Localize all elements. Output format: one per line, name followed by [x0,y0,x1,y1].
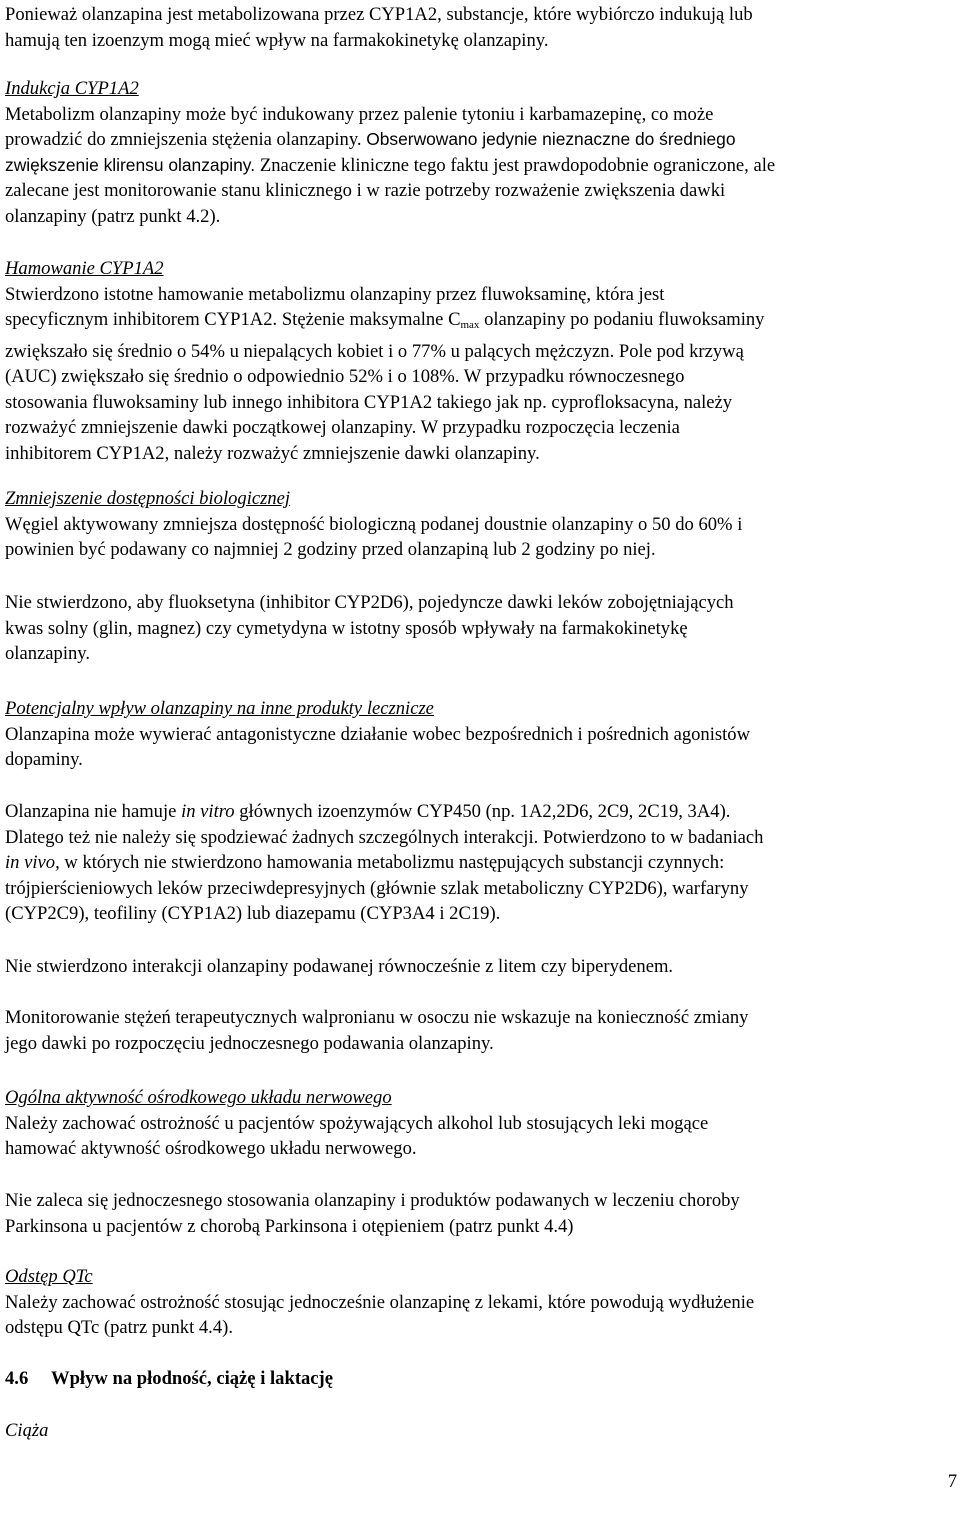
text-line: Nie zaleca się jednoczesnego stosowania olanzapiny i produktów podawanych w leczeniu choroby [5,1190,740,1211]
text-run: olanzapiny po podaniu fluwoksaminy [479,309,765,330]
text-line: olanzapiny. [5,643,91,664]
qtc-heading: Odstęp QTc [5,1266,93,1287]
lithium-paragraph [5,954,953,980]
cns-heading: Ogólna aktywność ośrodkowego układu nerwowego [5,1087,392,1108]
text-line: Należy zachować ostrożność stosując jednocześnie olanzapinę z lekami, które powodują wydłużenie [5,1291,755,1313]
italic-run: in vitro [181,801,235,822]
text-line: Olanzapina może wywierać antagonistyczne działanie wobec bezpośrednich i pośrednich agonistów [5,723,751,745]
bioavailability-heading: Zmniejszenie dostępności biologicznej [5,488,291,509]
inhibition-section [5,256,953,466]
text-line: Ponieważ olanzapina jest metabolizowana przez CYP1A2, substancje, które wybiórczo indukują lub [5,4,753,25]
pregnancy-subsection [5,1418,953,1444]
text-line: Węgiel aktywowany zmniejsza dostępność biologiczną podanej doustnie olanzapiny o 50 do 60% i [5,513,743,535]
text-line: Monitorowanie stężeń terapeutycznych walpronianu w osoczu nie wskazuje na konieczność zmiany [5,1007,749,1028]
text-run: Znaczenie kliniczne tego faktu jest prawdopodobnie ograniczone, ale [259,154,776,176]
text-line: odstępu QTc (patrz punkt 4.4). [5,1317,233,1338]
text-run: zwiększenie klirensu olanzapiny. [5,154,260,175]
text-line: zalecane jest monitorowanie stanu klinicznego i w razie potrzeby rozważenie zwiększenia dawki [5,180,726,201]
text-line: stosowania fluwoksaminy lub innego inhibitora CYP1A2 takiego jak np. cyprofloksacyna, należy [5,391,733,413]
text-line: dopaminy. [5,749,83,770]
text-line: jego dawki po rozpoczęciu jednoczesnego podawania olanzapiny. [5,1032,494,1054]
valproate-paragraph [5,1005,953,1056]
section-number: 4.6 [5,1368,29,1389]
text-line [5,799,953,825]
parkinson-paragraph [5,1188,953,1239]
text-run: Olanzapina nie hamuje [5,801,182,822]
text-line: kwas solny (glin, magnez) czy cymetydyna w istotny sposób wpływały na farmakokinetykę [5,617,688,639]
intro-paragraph [5,2,953,53]
induction-section [5,76,953,229]
subsection-title: Ciąża [5,1420,49,1441]
text-line: Nie stwierdzono, aby fluoksetyna (inhibitor CYP2D6), pojedyncze dawki leków zobojętniających [5,592,734,613]
induction-heading: Indukcja CYP1A2 [5,78,139,99]
qtc-section [5,1264,953,1341]
text-line: hamować aktywność ośrodkowego układu nerwowego. [5,1138,417,1159]
text-line [5,153,953,179]
text-line: Należy zachować ostrożność u pacjentów spożywających alkohol lub stosujących leki mogące [5,1112,709,1134]
text-line: hamują ten izoenzym mogą mieć wpływ na farmakokinetykę olanzapiny. [5,29,549,51]
text-line: powinien być podawany co najmniej 2 godziny przed olanzapiną lub 2 godziny po niej. [5,539,656,560]
inhibition-heading: Hamowanie CYP1A2 [5,258,164,279]
text-line: rozważyć zmniejszenie dawki początkowej olanzapiny. W przypadku rozpoczęcia leczenia [5,417,680,438]
italic-run: in vivo, [5,852,60,873]
text-line: olanzapiny (patrz punkt 4.2). [5,205,221,227]
potential-effects-section [5,696,953,773]
text-run: głównych izoenzymów CYP450 (np. 1A2,2D6, 2C9, 2C19, 3A4). [234,801,731,822]
text-line: inhibitorem CYP1A2, należy rozważyć zmniejszenie dawki olanzapiny. [5,442,540,464]
in-vitro-paragraph [5,799,953,927]
cns-section [5,1085,953,1162]
text-line: zwiększało się średnio o 54% u niepalących kobiet i o 77% u palących mężczyzn. Pole pod krzywą [5,340,744,362]
text-line: (AUC) zwiększało się średnio o odpowiednio 52% i o 108%. W przypadku równoczesnego [5,366,685,387]
fluoxetine-paragraph [5,590,953,667]
text-line: Metabolizm olanzapiny może być indukowany przez palenie tytoniu i karbamazepinę, co może [5,103,714,125]
text-run: prowadzić do zmniejszenia stężenia olanzapiny. [5,129,367,150]
text-run: Stężenie maksymalne C [281,309,461,330]
text-run: specyficznym inhibitorem CYP1A2. [5,309,282,330]
text-run: Obserwowano jedynie nieznaczne do średniego [366,129,736,149]
potential-effects-heading: Potencjalny wpływ olanzapiny na inne produkty lecznicze [5,698,434,719]
text-line: (CYP2C9), teofiliny (CYP1A2) lub diazepamu (CYP3A4 i 2C19). [5,903,501,924]
text-line: Stwierdzono istotne hamowanie metabolizmu olanzapiny przez fluwoksaminę, która jest [5,283,665,305]
subscript: max [460,319,480,331]
text-line: Nie stwierdzono interakcji olanzapiny podawanej równocześnie z litem czy biperydenem. [5,956,674,977]
text-line [5,850,953,876]
section-heading [5,1366,333,1392]
section-title: Wpływ na płodność, ciążę i laktację [51,1368,334,1389]
text-run: w których nie stwierdzono hamowania metabolizmu następujących substancji czynnych: [59,852,725,873]
text-line: Parkinsona u pacjentów z chorobą Parkinsona i otępieniem (patrz punkt 4.4) [5,1215,574,1237]
page-number: 7 [947,1471,957,1492]
bioavailability-section [5,486,953,563]
text-line [5,307,953,339]
text-line [5,127,953,153]
text-line: Dlatego też nie należy się spodziewać żadnych szczególnych interakcji. Potwierdzono to w badaniach [5,826,764,848]
text-line: trójpierścieniowych leków przeciwdepresyjnych (głównie szlak metaboliczny CYP2D6), warfaryny [5,877,749,899]
